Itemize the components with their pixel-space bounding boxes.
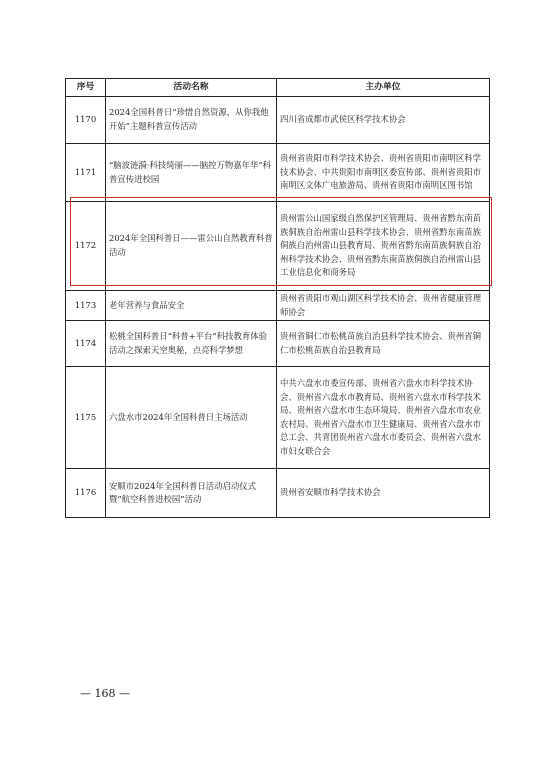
row-activity-name: 2024全国科普日“珍惜自然资源，从你我他开始”主题科普宣传活动	[106, 97, 277, 144]
activity-table	[65, 78, 490, 518]
table-row	[66, 97, 490, 144]
row-number: 1176	[66, 469, 106, 518]
row-activity-name: 松桃全国科普日“科普+平台”科技教育体验活动之探索天空奥秘，点亮科学梦想	[106, 321, 277, 367]
row-number: 1171	[66, 144, 106, 202]
row-organizer: 贵州省贵阳市科学技术协会、贵州省贵阳市南明区科学技术协会、中共贵阳市南明区委宣传部、贵州省贵阳市南明区文体广电旅游局、贵州省贵阳市南明区图书馆	[277, 144, 490, 202]
header-organizer: 主办单位	[277, 79, 490, 97]
page-number: — 168 —	[80, 687, 130, 700]
row-number: 1175	[66, 367, 106, 469]
row-organizer: 贵州雷公山国家级自然保护区管理局、贵州省黔东南苗族侗族自治州雷山县科学技术协会、贵州省黔东南苗族侗族自治州雷山县教育局、贵州省黔东南苗族侗族自治州科学技术协会、贵州省黔东南苗族侗族自治州雷山县工业信息化和商务局	[277, 202, 490, 291]
header-number: 序号	[66, 79, 106, 97]
row-activity-name: 安顺市2024年全国科普日活动启动仪式暨“航空科普进校园”活动	[106, 469, 277, 518]
row-activity-name: “脑波涟漪·科技绮丽——脑控万物嘉年华”科普宣传进校园	[106, 144, 277, 202]
row-number: 1173	[66, 291, 106, 321]
table-row	[66, 144, 490, 202]
table-row-highlighted	[66, 202, 490, 291]
table-row	[66, 469, 490, 518]
row-organizer: 四川省成都市武侯区科学技术协会	[277, 97, 490, 144]
row-activity-name: 2024年全国科普日——雷公山自然教育科普活动	[106, 202, 277, 291]
table-row	[66, 291, 490, 321]
header-activity-name: 活动名称	[106, 79, 277, 97]
table-row	[66, 367, 490, 469]
row-organizer: 贵州省贵阳市观山湖区科学技术协会、贵州省健康管理师协会	[277, 291, 490, 321]
row-organizer: 中共六盘水市委宣传部、贵州省六盘水市科学技术协会、贵州省六盘水市教育局、贵州省六盘水市科学技术局、贵州省六盘水市生态环境局、贵州省六盘水市农业农村局、贵州省六盘水市卫生健康局、贵州省六盘水市总工会、共青团贵州省六盘水市委员会、贵州省六盘水市妇女联合会	[277, 367, 490, 469]
table-row	[66, 321, 490, 367]
row-organizer: 贵州省铜仁市松桃苗族自治县科学技术协会、贵州省铜仁市松桃苗族自治县教育局	[277, 321, 490, 367]
row-organizer: 贵州省安顺市科学技术协会	[277, 469, 490, 518]
row-activity-name: 六盘水市2024年全国科普日主场活动	[106, 367, 277, 469]
row-number: 1172	[66, 202, 106, 291]
row-number: 1170	[66, 97, 106, 144]
row-number: 1174	[66, 321, 106, 367]
row-activity-name: 老年营养与食品安全	[106, 291, 277, 321]
table-header-row	[66, 79, 490, 97]
